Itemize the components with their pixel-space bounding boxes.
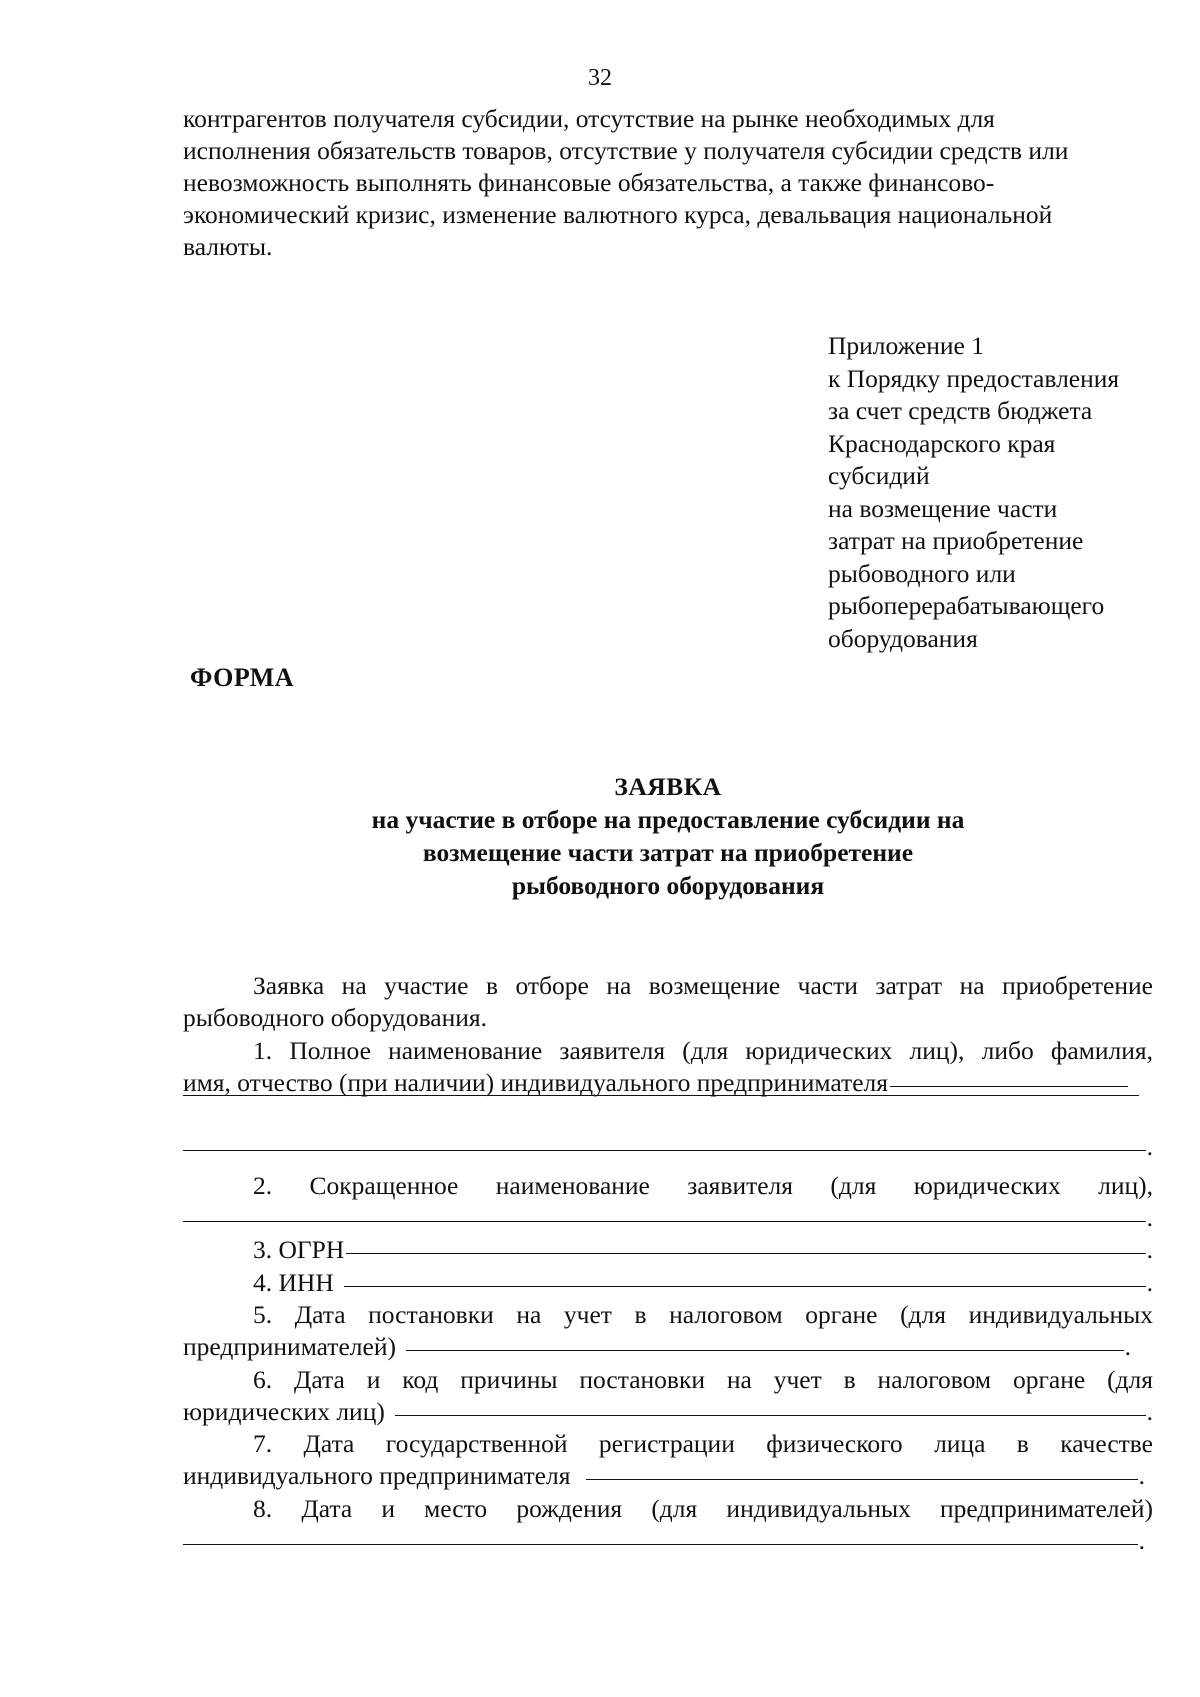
- appendix-line: за счет средств бюджета: [828, 396, 1093, 425]
- item-1-blank[interactable]: [890, 1086, 1128, 1087]
- item-8-field[interactable]: .: [183, 1525, 1153, 1557]
- form-intro-line: рыбоводного оборудования.: [183, 1003, 487, 1033]
- appendix-line: Краснодарского края: [828, 428, 1056, 458]
- item-2-blank[interactable]: [183, 1221, 1146, 1222]
- item-1-field[interactable]: имя, отчество (при наличии) индивидуального предпринимателя: [183, 1067, 1153, 1099]
- title-line: на участие в отборе на предоставление субсидии на: [371, 805, 965, 834]
- item-8-blank[interactable]: [183, 1544, 1138, 1545]
- title-main: ЗАЯВКА: [614, 772, 722, 801]
- intro-line: исполнения обязательств товаров, отсутствие у получателя субсидии средств или: [183, 136, 1069, 165]
- item-3-field[interactable]: 3. ОГРН .: [253, 1235, 1153, 1265]
- intro-line: валюты.: [183, 232, 273, 261]
- item-5-field[interactable]: предпринимателей) .: [183, 1332, 1131, 1362]
- application-title: [183, 770, 1153, 902]
- item-4-field[interactable]: 4. ИНН .: [253, 1267, 1153, 1297]
- item-1-label: 1. Полное наименование заявителя (для юридических лиц), либо фамилия,: [253, 1035, 1153, 1065]
- intro-paragraph: [183, 103, 1153, 263]
- intro-line: экономический кризис, изменение валютного курса, девальвация национальной: [183, 200, 1053, 229]
- item-1-field-extra[interactable]: .: [183, 1131, 1153, 1163]
- item-7-field[interactable]: индивидуального предпринимателя .: [183, 1461, 1145, 1491]
- intro-line: невозможность выполнять финансовые обязательства, а также финансово-: [183, 168, 995, 197]
- appendix-line: затрат на приобретение: [828, 526, 1084, 555]
- item-8-label: 8. Дата и место рождения (для индивидуальных предпринимателей): [253, 1493, 1153, 1523]
- appendix-line: к Порядку предоставления: [828, 363, 1120, 393]
- item-5-blank[interactable]: [406, 1350, 1124, 1351]
- appendix-line: на возмещение части: [828, 493, 1058, 523]
- item-6-blank[interactable]: [395, 1415, 1146, 1416]
- item-3-blank[interactable]: [346, 1253, 1145, 1254]
- item-6-field[interactable]: юридических лиц) .: [183, 1396, 1153, 1426]
- page-number: 32: [588, 65, 612, 91]
- appendix-line: оборудования: [828, 623, 978, 653]
- item-4-blank[interactable]: [344, 1286, 1146, 1287]
- item-5-label: 5. Дата постановки на учет в налоговом органе (для индивидуальных: [253, 1299, 1153, 1329]
- appendix-line: рыбоводного или: [828, 558, 1016, 588]
- appendix-line: субсидий: [828, 461, 930, 490]
- item-7-label: 7. Дата государственной регистрации физического лица в качестве: [253, 1429, 1153, 1459]
- form-intro-line: Заявка на участие в отборе на возмещение части затрат на приобретение: [253, 971, 1153, 1000]
- title-line: возмещение части затрат на приобретение: [422, 838, 914, 867]
- item-2-field[interactable]: .: [183, 1202, 1153, 1234]
- appendix-line: Приложение 1: [828, 331, 984, 360]
- appendix-header: [828, 330, 1168, 655]
- item-1-blank[interactable]: [183, 1150, 1146, 1151]
- title-line: рыбоводного оборудования: [511, 871, 825, 900]
- item-6-label: 6. Дата и код причины постановки на учет в налоговом органе (для: [253, 1364, 1153, 1394]
- intro-line: контрагентов получателя субсидии, отсутствие на рынке необходимых для: [183, 104, 995, 133]
- forma-label: ФОРМА: [190, 663, 295, 692]
- item-1-field-extra[interactable]: [183, 1099, 1153, 1131]
- item-1-blank[interactable]: [183, 1095, 1139, 1096]
- form-body: [183, 970, 1153, 1557]
- item-2-label: 2. Сокращенное наименование заявителя (для юридических лиц),: [253, 1170, 1153, 1200]
- item-7-blank[interactable]: [586, 1479, 1137, 1480]
- appendix-line: рыбоперерабатывающего: [828, 591, 1105, 620]
